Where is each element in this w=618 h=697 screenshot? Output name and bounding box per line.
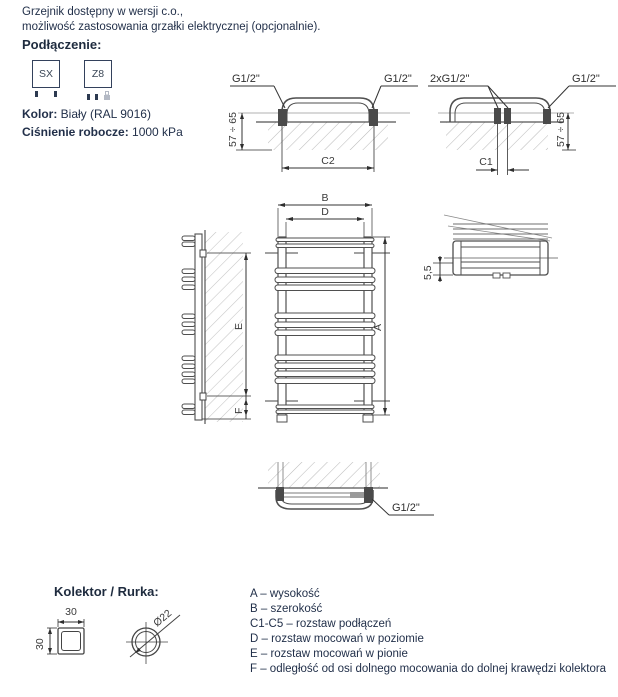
profile-height-label: 30: [34, 638, 46, 650]
color-label: Kolor:: [22, 107, 58, 121]
plan-view-drawing: [420, 186, 602, 298]
legend-item-a: A – wysokość: [250, 588, 320, 600]
bottom-view-drawing: [252, 448, 437, 553]
legend-item-c: C1-C5 – rozstaw podłączeń: [250, 618, 392, 630]
connection-type-sx: [32, 60, 60, 97]
z8-label: Z8: [91, 68, 105, 80]
legend: [250, 587, 606, 677]
depth-dim-label: 57 ÷ 65: [555, 112, 567, 147]
valve-tick-icon: [87, 94, 90, 100]
d-dim-label: D: [321, 206, 329, 218]
thread-right-label: G1/2": [572, 73, 600, 85]
front-view-drawing: [262, 188, 396, 433]
pressure-spec: [22, 125, 183, 139]
connection-heading: Podłączenie:: [22, 37, 102, 52]
sx-valve-marks: [32, 91, 60, 97]
sx-connection-drawing: [228, 68, 420, 180]
side-tube-stubs: [182, 236, 195, 415]
b-dim-label: B: [321, 192, 329, 204]
valve-tick-icon: [95, 94, 98, 100]
color-spec: [22, 107, 151, 121]
thread-label: G1/2": [392, 502, 420, 514]
legend-item-f: F – odległość od osi dolnego mocowania do dolnej krawędzi kolektora: [250, 663, 607, 675]
sx-connection-icon: [32, 60, 60, 88]
thread-center-label: 2xG1/2": [430, 73, 470, 85]
offset-dim-label: 5,5: [422, 265, 434, 280]
collector-profile-drawing: [28, 598, 123, 686]
legend-item-e: E – rozstaw mocowań w pionie: [250, 648, 408, 660]
color-value: Biały (RAL 9016): [60, 107, 151, 121]
f-dim-label: F: [233, 407, 245, 414]
z8-connection-drawing: [424, 68, 618, 180]
intro-line-2: możliwość zastosowania grzałki elektrycznej (opcjonalnie).: [22, 21, 321, 33]
tube-diameter-label: Ø22: [151, 607, 175, 630]
e-dim-label: E: [233, 322, 245, 330]
z8-valve-marks: [84, 91, 114, 100]
c1-dim-label: C1: [479, 156, 493, 168]
thread-right-label: G1/2": [384, 73, 412, 85]
a-dim-label: A: [372, 323, 384, 331]
legend-item-d: D – rozstaw mocowań w poziomie: [250, 633, 424, 645]
valve-tick-icon: [35, 91, 38, 97]
pressure-value: 1000 kPa: [132, 125, 183, 139]
tube-profile-drawing: [118, 602, 233, 690]
front-rungs: [275, 238, 375, 414]
intro-line-1: Grzejnik dostępny w wersji c.o.,: [22, 6, 184, 18]
c2-dim-label: C2: [321, 155, 335, 167]
thread-left-label: G1/2": [232, 73, 260, 85]
heater-plug-icon: [103, 91, 111, 100]
legend-item-b: B – szerokość: [250, 603, 323, 615]
profile-width-label: 30: [65, 606, 77, 618]
side-view-drawing: [158, 226, 254, 444]
valve-tick-icon: [54, 91, 57, 97]
connection-type-z8: [84, 60, 114, 100]
depth-dim-label: 57 ÷ 65: [227, 112, 239, 147]
sx-label: SX: [38, 68, 53, 80]
z8-connection-icon: [84, 60, 112, 88]
collector-heading: Kolektor / Rurka:: [54, 584, 159, 599]
pressure-label: Ciśnienie robocze:: [22, 125, 129, 139]
